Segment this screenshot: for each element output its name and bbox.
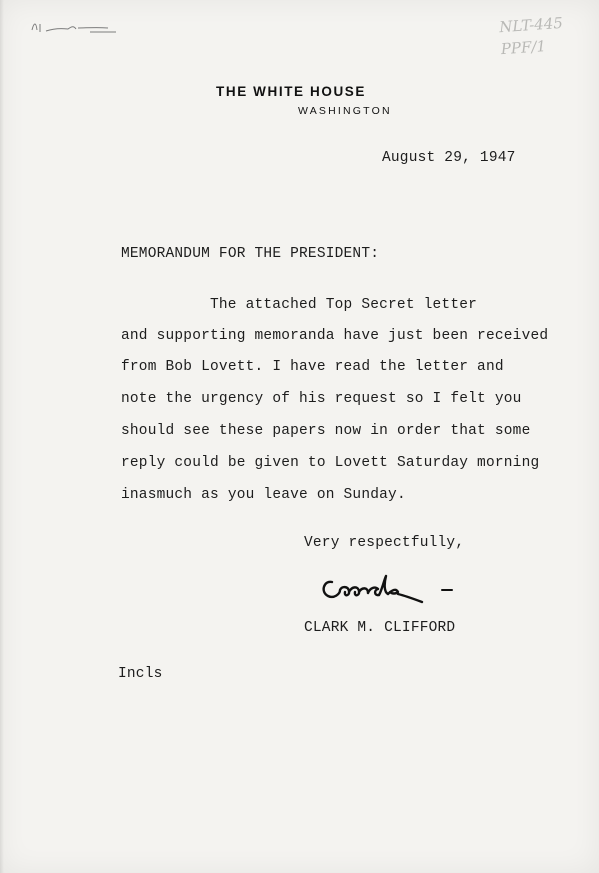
body-line: should see these papers now in order that some xyxy=(121,423,531,439)
memo-date: August 29, 1947 xyxy=(382,150,516,166)
letterhead-title: THE WHITE HOUSE xyxy=(216,84,367,99)
handwritten-signature xyxy=(318,568,458,608)
letterhead-subtitle: WASHINGTON xyxy=(298,105,392,117)
archive-pencil-mark: NLT-445 PPF/1 xyxy=(498,13,564,59)
handwritten-scribble-top-left xyxy=(30,16,120,38)
signer-name: CLARK M. CLIFFORD xyxy=(304,620,456,636)
memo-closing: Very respectfully, xyxy=(304,535,465,551)
body-line: inasmuch as you leave on Sunday. xyxy=(121,487,406,503)
memo-salutation: MEMORANDUM FOR THE PRESIDENT: xyxy=(121,246,380,262)
body-line: and supporting memoranda have just been received xyxy=(121,328,549,344)
enclosures-note: Incls xyxy=(118,666,163,682)
body-line: reply could be given to Lovett Saturday morning xyxy=(121,455,540,471)
body-line: note the urgency of his request so I felt you xyxy=(121,391,522,407)
body-line: The attached Top Secret letter xyxy=(210,297,478,313)
body-line: from Bob Lovett. I have read the letter and xyxy=(121,359,504,375)
page-edge-shadow xyxy=(0,0,4,873)
